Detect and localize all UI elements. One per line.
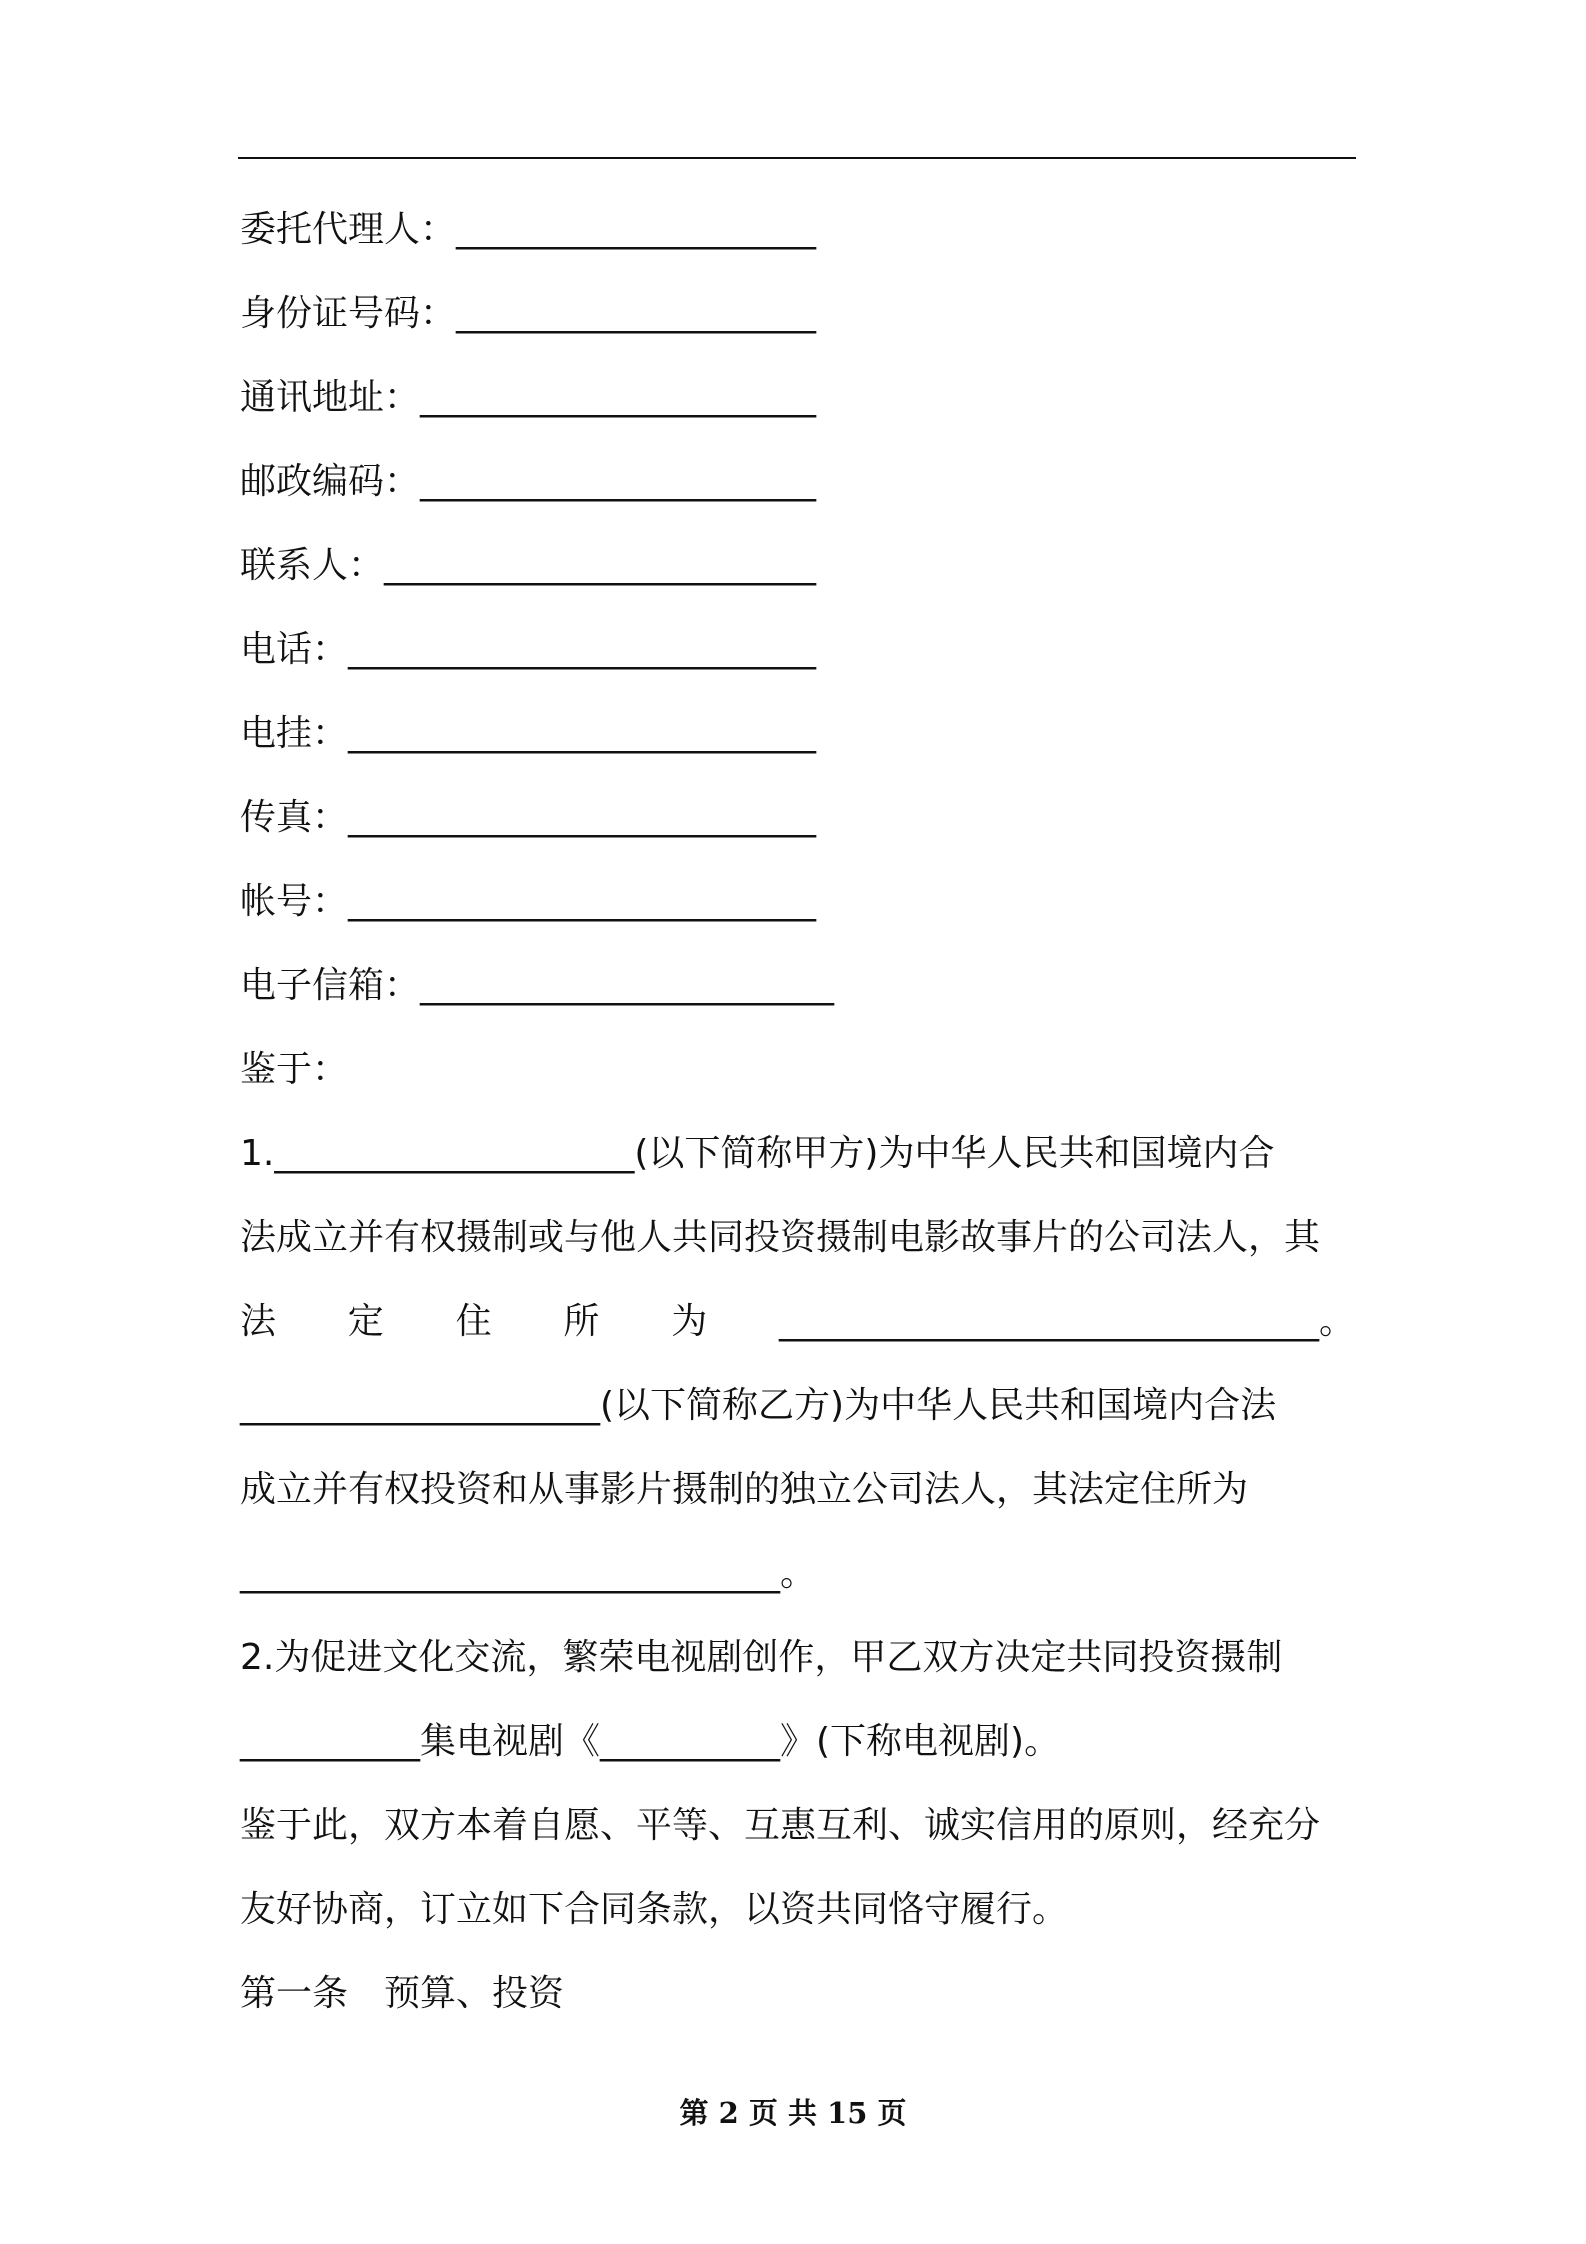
field-label: 电挂：	[240, 713, 349, 754]
item1-text: (以下简称甲方)为中华人民共和国境内合	[634, 1133, 1275, 1174]
episodes-blank: __________	[240, 1721, 420, 1762]
field-email	[240, 962, 1355, 1010]
item1-line3-spread	[240, 1298, 1355, 1346]
field-label: 帐号：	[240, 881, 349, 922]
field-blank: __________________________	[348, 797, 817, 838]
item1-number: 1.	[240, 1133, 275, 1174]
item2-end-text: 》(下称电视剧)。	[780, 1721, 1061, 1762]
period: 。	[780, 1553, 817, 1594]
word: 所	[563, 1301, 600, 1342]
party-a-blank: ____________________	[274, 1133, 635, 1174]
field-phone	[240, 626, 1355, 674]
field-blank: ____________________	[456, 209, 817, 250]
period: 。	[1318, 1301, 1355, 1342]
field-cable	[240, 710, 1355, 758]
field-blank: ________________________	[384, 545, 817, 586]
party-b-blank: ____________________	[240, 1385, 600, 1426]
field-label: 电子信箱：	[240, 965, 421, 1006]
field-label: 联系人：	[240, 545, 385, 586]
item2-mid-text: 集电视剧《	[420, 1721, 601, 1762]
field-label: 身份证号码：	[240, 293, 457, 334]
field-label: 传真：	[240, 797, 349, 838]
word: 法	[240, 1301, 277, 1342]
item1-line1	[240, 1130, 1355, 1178]
field-blank: __________________________	[348, 881, 817, 922]
field-postcode	[240, 458, 1355, 506]
whereas-label: 鉴于：	[240, 1049, 349, 1090]
party-b-address-blank: ______________________________	[240, 1553, 780, 1594]
item1-text-b: (以下简称乙方)为中华人民共和国境内合法	[600, 1385, 1277, 1426]
field-label: 通讯地址：	[240, 377, 421, 418]
field-fax	[240, 794, 1355, 842]
field-blank: ______________________	[420, 377, 817, 418]
field-contact	[240, 542, 1355, 590]
page-number: 第 2 页 共 15 页	[679, 2096, 907, 2130]
item1-line5: 成立并有权投资和从事影片摄制的独立公司法人，其法定住所为	[240, 1469, 1249, 1510]
field-blank: ______________________	[420, 461, 817, 502]
word: 定	[347, 1301, 384, 1342]
word: 为	[671, 1301, 708, 1342]
party-a-address-blank: ______________________________	[778, 1301, 1319, 1342]
field-id-number	[240, 290, 1355, 338]
field-account	[240, 878, 1355, 926]
field-blank: __________________________	[348, 713, 817, 754]
field-blank: _______________________	[420, 965, 835, 1006]
field-label: 委托代理人：	[240, 209, 457, 250]
item1-line3	[240, 1298, 1355, 1346]
party-a-address	[779, 1298, 1355, 1346]
agreement-line2: 友好协商，订立如下合同条款，以资共同恪守履行。	[240, 1889, 1069, 1930]
word: 住	[455, 1301, 492, 1342]
field-blank: ____________________	[456, 293, 817, 334]
field-label: 邮政编码：	[240, 461, 421, 502]
header-rule	[238, 157, 1356, 159]
title-blank: __________	[600, 1721, 781, 1762]
field-label: 电话：	[240, 629, 349, 670]
article-heading: 第一条 预算、投资	[240, 1973, 565, 2014]
field-address	[240, 374, 1355, 422]
field-blank: __________________________	[348, 629, 817, 670]
item1-line2: 法成立并有权摄制或与他人共同投资摄制电影故事片的公司法人，其	[240, 1217, 1321, 1258]
item1-line4	[240, 1382, 1355, 1430]
item2-line1: 2.为促进文化交流，繁荣电视剧创作，甲乙双方决定共同投资摄制	[240, 1637, 1283, 1678]
item2-line2	[240, 1718, 1355, 1766]
agreement-line1: 鉴于此，双方本着自愿、平等、互惠互利、诚实信用的原则，经充分	[240, 1805, 1321, 1846]
field-agent	[240, 206, 1355, 254]
item1-line6	[240, 1550, 1355, 1598]
